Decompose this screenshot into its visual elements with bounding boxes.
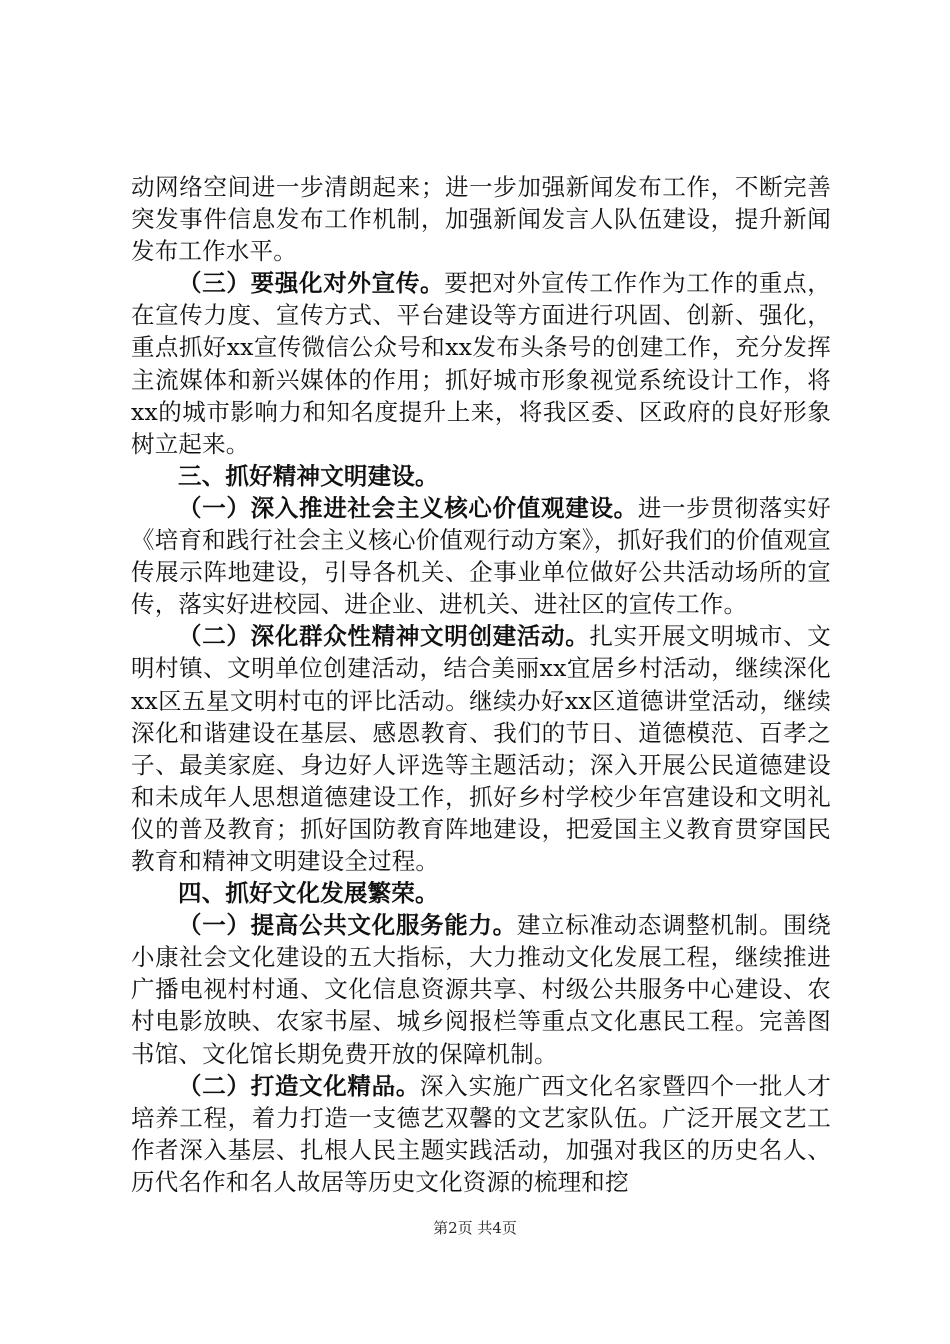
paragraph [131, 171, 831, 267]
paragraph-text: 深入实施广西文化名家暨四个一批人才培养工程，着力打造一支德艺双馨的文艺家队伍。广泛开展文艺工作者深入基层、扎根人民主题实践活动，加强对我区的历史名人、历代名作和名人故居等历史文化资源的梳理和挖 [131, 1071, 832, 1196]
section-heading [131, 877, 831, 909]
section-heading-text: 三、抓好精神文明建设。 [178, 461, 439, 490]
page-footer [0, 1217, 950, 1238]
page-number: 第2页 共4页 [433, 1219, 517, 1237]
paragraph-text: 进一步贯彻落实好《培育和践行社会主义核心价值观行动方案》，抓好我们的价值观宣传展示阵地建设，引导各机关、企事业单位做好公共活动场所的宣传，落实好进校园、进企业、进机关、进社区的宣传工作。 [131, 493, 831, 619]
paragraph-heading: （一）提高公共文化服务能力。 [178, 911, 517, 940]
paragraph-heading: （一）深入推进社会主义核心价值观建设。 [178, 493, 638, 522]
section-heading-text: 四、抓好文化发展繁荣。 [178, 879, 439, 908]
section-heading [131, 460, 831, 492]
paragraph-text: 建立标准动态调整机制。围绕小康社会文化建设的五大指标，大力推动文化发展工程，继续推进广播电视村村通、文化信息资源共享、村级公共服务中心建设、农村电影放映、农家书屋、城乡阅报栏等重点文化惠民工程。完善图书馆、文化馆长期免费开放的保障机制。 [131, 911, 831, 1068]
paragraph [131, 1070, 831, 1198]
paragraph [131, 267, 831, 460]
paragraph-text: 要把对外宣传工作作为工作的重点，在宣传力度、宣传方式、平台建设等方面进行巩固、创新、强化，重点抓好xx宣传微信公众号和xx发布头条号的创建工作，充分发挥主流媒体和新兴媒体的作用；抓好城市形象视觉系统设计工作，将xx的城市影响力和知名度提升上来，将我区委、区政府的良好形象树立起来。 [131, 269, 832, 458]
paragraph [131, 909, 831, 1069]
paragraph [131, 620, 831, 877]
document-body [131, 171, 831, 1198]
paragraph-text: 动网络空间进一步清朗起来；进一步加强新闻发布工作，不断完善突发事件信息发布工作机制，加强新闻发言人队伍建设，提升新闻发布工作水平。 [131, 173, 831, 266]
paragraph-text: 扎实开展文明城市、文明村镇、文明单位创建活动，结合美丽xx宜居乡村活动，继续深化xx区五星文明村屯的评比活动。继续办好xx区道德讲堂活动，继续深化和谐建设在基层、感恩教育、我们的节日、道德模范、百孝之子、最美家庭、身边好人评选等主题活动；深入开展公民道德建设和未成年人思想道德建设工作，抓好乡村学校少年宫建设和文明礼仪的普及教育；抓好国防教育阵地建设，把爱国主义教育贯穿国民教育和精神文明建设全过程。 [131, 622, 832, 875]
paragraph [131, 492, 831, 620]
paragraph-heading: （二）深化群众性精神文明创建活动。 [178, 622, 590, 651]
paragraph-heading: （二）打造文化精品。 [178, 1071, 421, 1100]
paragraph-heading: （三）要强化对外宣传。 [178, 269, 445, 298]
